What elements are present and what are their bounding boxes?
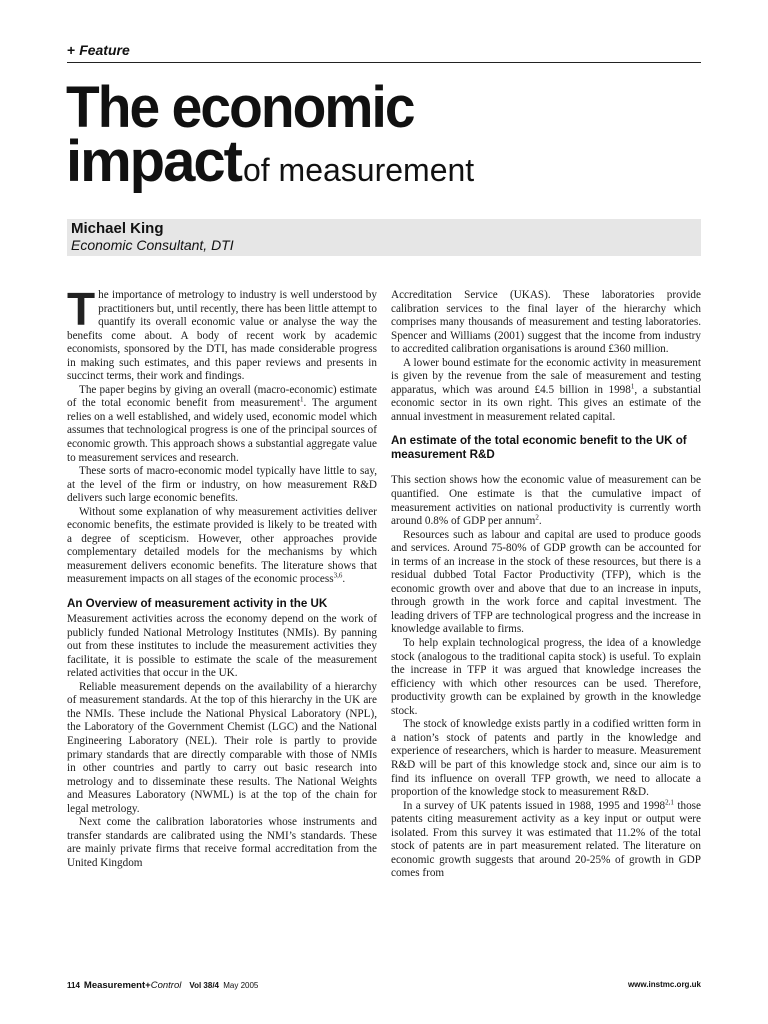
paragraph [391,797,701,881]
paragraph [391,357,701,425]
paragraph: The stock of knowledge exists partly in a codified written form in a nation’s stock of patents and partly in the knowledge and experience of researchers, which is harder to measure. Measurement R&D will be part of this knowledge stock and, since our aim is to find its influence on overall TFP growth, we need to allocate a proportion of the knowledge stock to measurement R&D. [391,718,701,799]
footnote-ref: 1 [300,395,304,404]
section-label: Feature [79,42,130,58]
section-heading: An Overview of measurement activity in the UK [67,597,328,611]
footnote-ref: 3,6 [333,571,343,580]
journal-name [84,980,181,991]
paragraph-text: he importance of metrology to industry is well understood by practitioners but, until recently, there has been little attempt to quantify its overall economic value or analyse the way the benefits come about. A body of recent work by academic economists, sponsored by the DTI, has made considerable progress in making such estimates, and this paper reviews and presents in succinct terms, their work and findings. [67,289,377,383]
journal-name-b: Control [150,980,182,991]
paragraph [67,283,377,384]
right-column [391,289,701,881]
volume: Vol 38/4 [189,981,219,990]
paragraph [67,384,377,465]
left-column [67,283,377,870]
page-number: 114 [67,981,80,990]
issue-date: May 2005 [223,981,259,990]
author-name: Michael King [71,220,164,237]
section-tag [67,42,130,58]
footnote-ref: 2 [535,513,539,522]
paragraph-text: those patents citing measurement activity as a key input or output were isolated. From this survey it was estimated that 11.2% of the total stock of patents are in part measurement related. The literature on economic growth suggests that around 20-25% of growth in GDP comes from [391,799,701,880]
plus-icon: + [145,980,151,991]
article-title-impact: impact [66,129,241,194]
paragraph: These sorts of macro-economic model typically have little to say, at the level of the firm or industry, on how measurement R&D delivers such large economic benefits. [67,465,377,505]
section-heading: An estimate of the total economic benefit to the UK of measurement R&D [391,434,687,462]
drop-cap: T [67,283,96,335]
plus-icon: + [67,42,76,58]
paragraph [391,474,701,528]
paragraph-text: In a survey of UK patents issued in 1988, 1995 and 1998 [403,799,666,812]
paragraph-text: Without some explanation of why measurement activities deliver economic benefits, the estimate provided is likely to be treated with a degree of scepticism. However, other approaches provide complementary detailed models for the mechanisms by which measurement delivers economic benefits. The literature shows that measurement impacts on all stages of the economic process [67,505,377,586]
paragraph: Accreditation Service (UKAS). These laboratories provide calibration services to the final layer of the hierarchy which comprises many thousands of measurement and testing laboratories. Spencer and Williams (2001) suggest that the income from industry to accredited calibration organisations is around £360 million. [391,289,701,356]
paragraph-text: . [538,515,542,528]
paragraph: Next come the calibration laboratories whose instruments and transfer standards are calibrated using the NMI’s standards. These are mainly private firms that receive formal accreditation from the United Kingdom [67,816,377,869]
byline [67,219,701,256]
article-title-line2 [66,130,474,209]
footer-url[interactable]: www.instmc.org.uk [627,980,701,989]
paragraph-text: A lower bound estimate for the economic activity in measurement is given by the revenue from the sale of measurement and testing apparatus, which was around £4.5 billion in 1998 [391,356,701,396]
paragraph-text: , a substantial economic sector in its own right. This gives an estimate of the annual investment in measurement related capital. [391,383,701,423]
paragraph-text: . [342,573,346,586]
footnote-ref: 2,1 [665,797,674,806]
author-role: Economic Consultant, DTI [71,237,234,253]
footer-left [67,980,258,991]
article-title-line1: The economic [66,75,414,140]
paragraph: To help explain technological progress, the idea of a knowledge stock (analogous to the traditional capita stock) is useful. To explain the increase in TFP it was argued that knowledge increases the efficiency with which other resources can be used. Therefore, productivity growth can be explained by growth in the knowledge stock. [391,637,701,717]
footnote-ref: 1 [630,382,635,391]
paragraph: Resources such as labour and capital are used to produce goods and services. Around 75-80% of GDP growth can be accounted for in terms of an increase in the stock of these resources, but there is a residual dubbed Total Factor Productivity (TFP), which is the economic growth over and above that due to an increase in inputs, through growth in the work force and capital investment. The leading drivers of TFP are technological progress and the increase in knowledge available to firms. [391,528,701,636]
paragraph-text: This section shows how the economic value of measurement can be quantified. One estimate is that the cumulative impact of measurement activities on national productivity is currently worth around 0.8% of GDP per annum [391,474,701,528]
page-footer [67,980,701,994]
paragraph [67,506,377,587]
paragraph-text: . The argument relies on a well established, and widely used, economic model which assumes that technological progress is one of the principal sources of economic growth. This approach shows a substantial aggregate value to measurement services and research. [67,397,377,464]
article-title-suffix: of measurement [242,152,475,188]
paragraph: Measurement activities across the economy depend on the work of publicly funded National Metrology Institutes (NMIs). By panning out from these institutes to include the measurement activities they facilitate, it is possible to estimate the scale of the measurement related activities that occur in the UK. [67,613,377,680]
header-bar [67,40,701,63]
journal-name-a: Measurement [83,980,146,991]
paragraph-text: The paper begins by giving an overall (macro-economic) estimate of the total economic benefit from measurement [67,383,377,410]
paragraph: Reliable measurement depends on the availability of a hierarchy of measurement standards. At the top of this hierarchy in the UK are the NMIs. These include the National Physical Laboratory (NPL), the Laboratory of the Government Chemist (LGC) and the National Engineering Laboratory (NEL). Their role is partly to provide primary standards that are directly comparable with those of NMIs in other countries and partly to carry out basic research into metrology and to disseminate these results. The National Weights and Measures Laboratory (NWML) is at the top of the chain for legal metrology. [67,680,377,815]
